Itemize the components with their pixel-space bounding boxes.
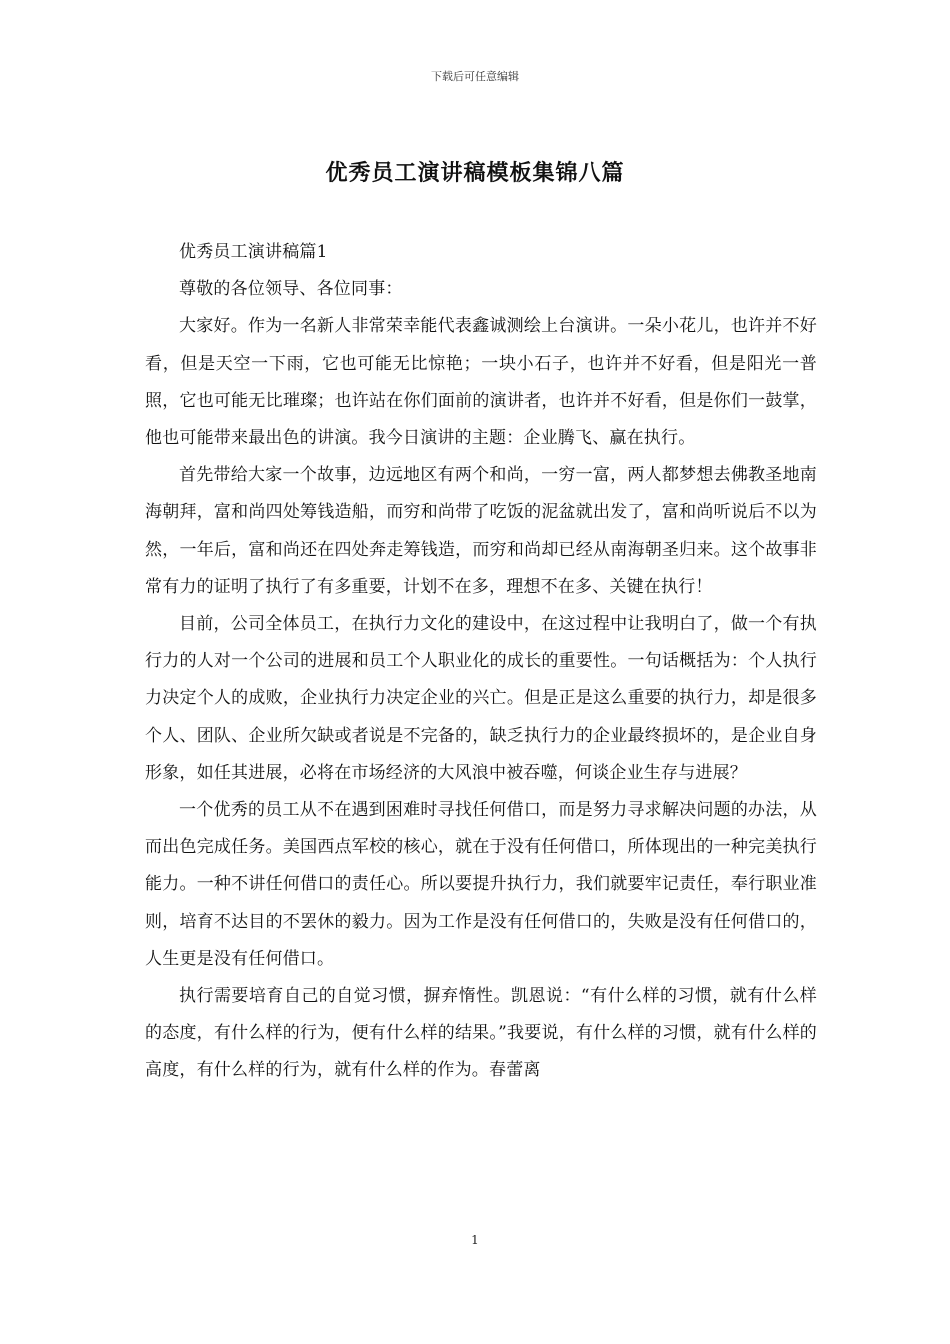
document-body: [145, 234, 817, 1090]
body-paragraph: 一个优秀的员工从不在遇到困难时寻找任何借口，而是努力寻求解决问题的办法，从而出色完成任务。美国西点军校的核心，就在于没有任何借口，所体现出的一种完美执行能力。一种不讲任何借口的责任心。所以要提升执行力，我们就要牢记责任，奉行职业准则，培育不达目的不罢休的毅力。因为工作是没有任何借口的，失败是没有任何借口的，人生更是没有任何借口。: [145, 800, 817, 969]
body-paragraph: 首先带给大家一个故事，边远地区有两个和尚，一穷一富，两人都梦想去佛教圣地南海朝拜，富和尚四处筹钱造船，而穷和尚带了吃饭的泥盆就出发了，富和尚听说后不以为然，一年后，富和尚还在四处奔走筹钱造，而穷和尚却已经从南海朝圣归来。这个故事非常有力的证明了执行了有多重要，计划不在多，理想不在多、关键在执行！: [145, 465, 817, 597]
page-number: 1: [471, 1233, 479, 1247]
body-paragraph: 执行需要培育自己的自觉习惯，摒弃惰性。凯恩说：“有什么样的习惯，就有什么样的态度，有什么样的行为，便有什么样的结果。”我要说，有什么样的习惯，就有什么样的高度，有什么样的行为，就有什么样的作为。春蕾离: [145, 986, 817, 1081]
body-paragraph: 大家好。作为一名新人非常荣幸能代表鑫诚测绘上台演讲。一朵小花儿，也许并不好看，但是天空一下雨，它也可能无比惊艳；一块小石子，也许并不好看，但是阳光一普照，它也可能无比璀璨；也许站在你们面前的演讲者，也许并不好看，但是你们一鼓掌，他也可能带来最出色的讲演。我今日演讲的主题：企业腾飞、赢在执行。: [145, 316, 817, 449]
document-title: 优秀员工演讲稿模板集锦八篇: [325, 160, 625, 186]
salutation: 尊敬的各位领导、各位同事：: [179, 279, 403, 300]
body-paragraph: 目前，公司全体员工，在执行力文化的建设中，在这过程中让我明白了，做一个有执行力的人对一个公司的进展和员工个人职业化的成长的重要性。一句话概括为：个人执行力决定个人的成败，企业执行力决定企业的兴亡。但是正是这么重要的执行力，却是很多个人、团队、企业所欠缺或者说是不完备的，缺乏执行力的企业最终损坏的，是企业自身形象，如任其进展，必将在市场经济的大风浪中被吞噬，何谈企业生存与进展？: [145, 614, 817, 783]
section-heading: 优秀员工演讲稿篇1: [179, 242, 328, 262]
header-note: 下载后可任意编辑: [431, 70, 519, 83]
